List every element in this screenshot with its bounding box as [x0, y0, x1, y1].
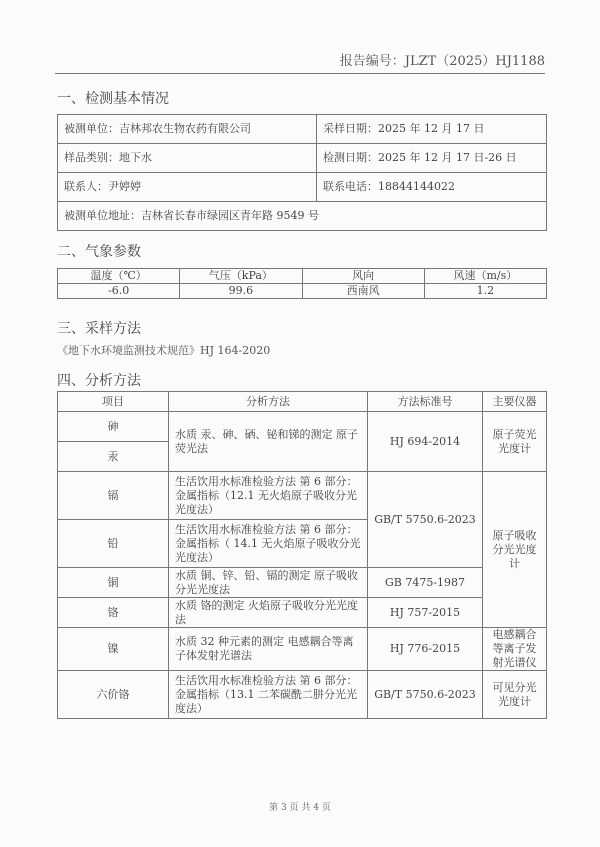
- report-number: 报告编号：JLZT（2025）HJ1188: [339, 54, 545, 69]
- meteo-table: [57, 268, 547, 299]
- meteo-header-temp: 温度（℃）: [58, 269, 180, 284]
- analysis-header-standard: 方法标准号: [368, 392, 483, 412]
- item-nickel: 镍: [58, 628, 169, 671]
- method-afs: 水质 汞、砷、硒、铋和锑的测定 原子荧光法: [169, 412, 368, 472]
- method-lead: 生活饮用水标准检验方法 第 6 部分：金属指标（ 14.1 无火焰原子吸收分光光度法）: [169, 520, 368, 568]
- analysis-header-method: 分析方法: [169, 392, 368, 412]
- meteo-wind-dir: 西南风: [302, 284, 424, 299]
- method-nickel: 水质 32 种元素的测定 电感耦合等离子体发射光谱法: [169, 628, 368, 671]
- instrument-aas: 原子吸收分光光度计: [483, 472, 547, 628]
- standard-gbt5750-cr6: GB/T 5750.6-2023: [368, 671, 483, 719]
- unit-address: 被测单位地址：吉林省长春市绿园区青年路 9549 号: [58, 202, 547, 231]
- sampling-method: 《地下水环境监测技术规范》HJ 164-2020: [57, 344, 271, 357]
- table-row: [58, 598, 547, 628]
- analysis-header-item: 项目: [58, 392, 169, 412]
- instrument-afs: 原子荧光光度计: [483, 412, 547, 472]
- tested-unit: 被测单位：吉林邦农生物农药有限公司: [58, 115, 317, 144]
- testing-date: 检测日期：2025 年 12 月 17 日-26 日: [317, 144, 547, 173]
- page-footer: 第 3 页 共 4 页: [269, 803, 331, 813]
- table-row: [58, 671, 547, 719]
- table-row: [58, 628, 547, 671]
- section-meteo: 二、气象参数: [57, 244, 141, 260]
- basic-info-table: [57, 114, 547, 231]
- meteo-header-wind-speed: 风速（m/s）: [424, 269, 546, 284]
- meteo-header-wind-dir: 风向: [302, 269, 424, 284]
- meteo-wind-speed: 1.2: [424, 284, 546, 299]
- header-divider: [55, 73, 545, 74]
- instrument-visible-spectro: 可见分光光度计: [483, 671, 547, 719]
- sample-category: 样品类别：地下水: [58, 144, 317, 173]
- instrument-icp: 电感耦合等离子发射光谱仪: [483, 628, 547, 671]
- standard-hj757: HJ 757-2015: [368, 598, 483, 628]
- contact-phone: 联系电话：18844144022: [317, 173, 547, 202]
- table-row: [58, 472, 547, 520]
- standard-gbt5750: GB/T 5750.6-2023: [368, 472, 483, 568]
- item-cadmium: 镉: [58, 472, 169, 520]
- meteo-temp: -6.0: [58, 284, 180, 299]
- method-copper: 水质 铜、锌、铅、镉的测定 原子吸收分光光度法: [169, 568, 368, 598]
- section-sampling: 三、采样方法: [57, 321, 141, 337]
- analysis-header-instrument: 主要仪器: [483, 392, 547, 412]
- method-hexavalent-chromium: 生活饮用水标准检验方法 第 6 部分：金属指标（13.1 二苯碳酰二肼分光光度法）: [169, 671, 368, 719]
- table-row: [58, 568, 547, 598]
- item-copper: 铜: [58, 568, 169, 598]
- standard-hj776: HJ 776-2015: [368, 628, 483, 671]
- sampling-date: 采样日期：2025 年 12 月 17 日: [317, 115, 547, 144]
- item-chromium: 铬: [58, 598, 169, 628]
- analysis-table: [57, 391, 547, 719]
- item-arsenic: 砷: [58, 412, 169, 442]
- standard-hj694: HJ 694-2014: [368, 412, 483, 472]
- contact-person: 联系人：尹婷婷: [58, 173, 317, 202]
- table-row: [58, 284, 547, 299]
- section-basic-info: 一、检测基本情况: [57, 91, 169, 107]
- section-analysis: 四、分析方法: [57, 373, 141, 389]
- standard-gb7475: GB 7475-1987: [368, 568, 483, 598]
- method-cadmium: 生活饮用水标准检验方法 第 6 部分：金属指标（12.1 无火焰原子吸收分光光度法）: [169, 472, 368, 520]
- item-lead: 铅: [58, 520, 169, 568]
- table-row: [58, 392, 547, 412]
- table-row: [58, 269, 547, 284]
- table-row: [58, 412, 547, 442]
- item-mercury: 汞: [58, 442, 169, 472]
- meteo-header-pressure: 气压（kPa）: [180, 269, 302, 284]
- meteo-pressure: 99.6: [180, 284, 302, 299]
- item-hexavalent-chromium: 六价铬: [58, 671, 169, 719]
- method-chromium: 水质 铬的测定 火焰原子吸收分光光度法: [169, 598, 368, 628]
